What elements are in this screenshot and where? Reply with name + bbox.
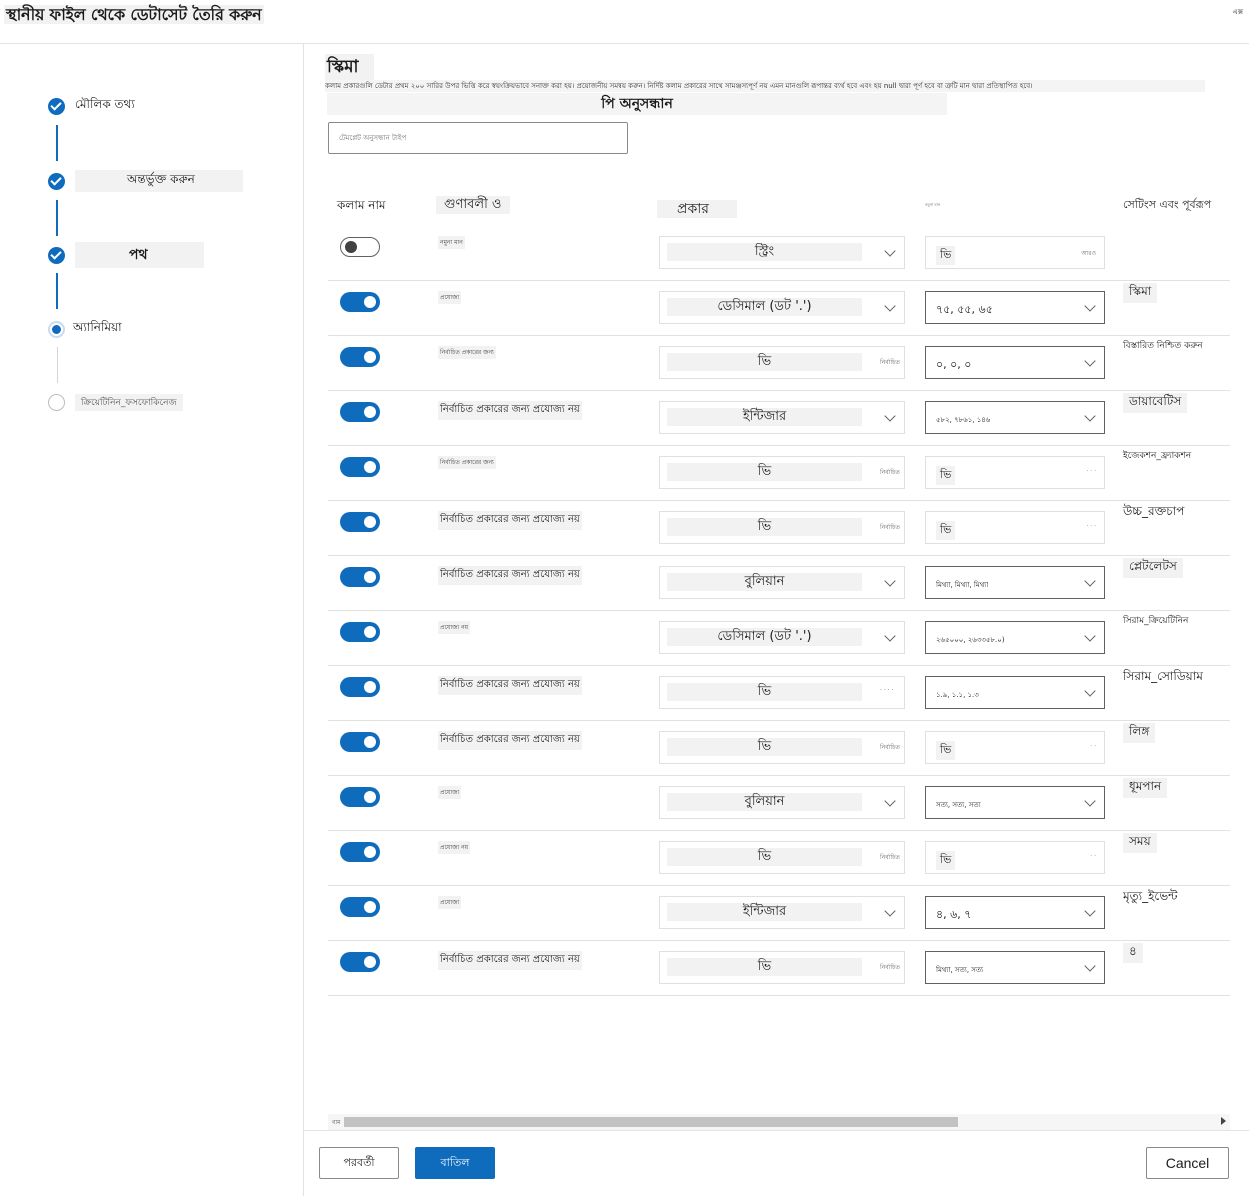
table-row (328, 391, 1230, 446)
chevron-down-icon (884, 245, 895, 256)
table-row (328, 446, 1230, 501)
check-circle-icon (48, 98, 65, 115)
settings-preview-text: লিঙ্গ (1123, 723, 1155, 743)
table-row (328, 556, 1230, 611)
sample-value-dropdown[interactable] (925, 676, 1105, 709)
sample-value-text: ১.৯, ১.১, ১.৩ (936, 691, 979, 699)
column-type-dropdown[interactable] (659, 621, 905, 654)
step-anaemia[interactable] (48, 318, 122, 340)
check-circle-icon (48, 173, 65, 190)
column-type-dropdown[interactable] (659, 401, 905, 434)
column-format-text: প্রযোজ্য নয় (438, 621, 470, 634)
column-type-dropdown[interactable] (659, 291, 905, 324)
include-column-toggle[interactable] (340, 842, 380, 862)
step-connector (57, 347, 58, 383)
table-row (328, 226, 1230, 281)
column-type-value: ডেসিমাল (ডট '.') (667, 298, 862, 316)
sample-value-text: ভি (936, 851, 955, 870)
type-hint-text: নির্বাচিত (880, 524, 900, 531)
column-format-text: প্রযোজ্য (438, 896, 461, 909)
chevron-down-icon (1084, 630, 1095, 641)
column-format-text: নমুনা মান (438, 236, 465, 249)
settings-preview-text: ডায়াবেটিস (1123, 393, 1187, 413)
column-header-name: কলাম নাম (337, 198, 386, 212)
sample-value-dropdown[interactable] (925, 896, 1105, 929)
sample-value-text: ০, ০, ০ (936, 358, 972, 371)
column-type-dropdown[interactable] (659, 896, 905, 929)
column-type-dropdown[interactable] (659, 236, 905, 269)
sample-value-dropdown[interactable] (925, 841, 1105, 874)
check-circle-icon (48, 247, 65, 264)
sample-value-dropdown[interactable] (925, 566, 1105, 599)
include-column-toggle[interactable] (340, 402, 380, 422)
column-format-text: প্রযোজ্য (438, 291, 461, 304)
settings-preview-text: উচ্চ_রক্তচাপ (1123, 504, 1185, 518)
table-row (328, 501, 1230, 556)
column-type-dropdown[interactable] (659, 951, 905, 984)
step-path[interactable] (48, 244, 204, 266)
sample-value-text: ভি (936, 521, 955, 540)
chevron-down-icon (884, 575, 895, 586)
settings-preview-text: স্কিমা (1123, 283, 1157, 303)
value-extra-text: · · (1090, 743, 1096, 750)
column-format-text: নির্বাচিত প্রকারের জন্য প্রযোজ্য নয় (438, 731, 582, 750)
horizontal-scrollbar[interactable] (328, 1114, 1230, 1130)
column-type-value: ডেসিমাল (ডট '.') (667, 628, 862, 646)
next-button[interactable]: বাতিল (415, 1147, 495, 1179)
settings-preview-text: সিরাম_ক্রিয়েটিনিন (1123, 616, 1189, 626)
column-type-value: ইন্টিজার (667, 903, 862, 921)
type-hint-text: নির্বাচিত (880, 854, 900, 861)
sample-value-dropdown[interactable] (925, 951, 1105, 984)
column-type-dropdown[interactable] (659, 566, 905, 599)
step-label: অ্যানিমিয়া (73, 320, 122, 334)
column-type-value: ভি (667, 958, 862, 976)
table-row (328, 941, 1230, 996)
column-format-text: প্রযোজ্য (438, 786, 461, 799)
column-format-text: প্রযোজ্য নয় (438, 841, 470, 854)
current-step-icon (48, 321, 65, 338)
type-hint-text: নির্বাচিত (880, 359, 900, 366)
column-type-value: বুলিয়ান (667, 793, 862, 811)
chevron-down-icon (884, 905, 895, 916)
settings-preview-text: ৪ (1123, 943, 1143, 963)
include-column-toggle[interactable] (340, 347, 380, 367)
column-type-value: ভি (667, 463, 862, 481)
include-column-toggle[interactable] (340, 237, 380, 257)
include-column-toggle[interactable] (340, 732, 380, 752)
cancel-button[interactable]: Cancel (1146, 1147, 1229, 1179)
sample-value-text: ভি (936, 246, 955, 265)
settings-preview-text: সিরাম_সোডিয়াম (1123, 669, 1203, 683)
column-type-value: স্ট্রিং (667, 243, 862, 261)
include-column-toggle[interactable] (340, 622, 380, 642)
table-row (328, 886, 1230, 941)
sample-value-dropdown[interactable] (925, 731, 1105, 764)
sidebar-divider (303, 44, 304, 1196)
chevron-down-icon (884, 795, 895, 806)
chevron-down-icon (1084, 355, 1095, 366)
settings-preview-text: মৃত্যু_ইভেন্ট (1123, 889, 1178, 903)
column-type-value: ইন্টিজার (667, 408, 862, 426)
sample-value-text: ২৬৫০০০, ২৬৩৩৫৮.০) (936, 636, 1005, 644)
footer-divider (304, 1130, 1249, 1131)
type-hint-text: · · · · (880, 687, 894, 694)
table-row (328, 776, 1230, 831)
schema-description: কলাম প্রকারগুলি ডেটার প্রথম ২০০ সারির উপর ভিত্তি করে স্বয়ংক্রিয়ভাবে সনাক্ত করা হয়। প্রয়োজনীয় সমন্বয় করুন। নির্দিষ্ট কলাম প্রকারের সাথে সামঞ্জস্যপূর্ণ নয় এমন মানগুলি রূপান্তর ব্যর্থ হবে এবং হয় null দ্বারা পূর্ণ হবে বা ত্রুটি মান দ্বারা প্রতিস্থাপিত হবে। (325, 80, 1205, 92)
step-connector (56, 125, 58, 161)
step-connector (56, 273, 58, 309)
column-type-dropdown[interactable] (659, 841, 905, 874)
step-label: পথ (75, 242, 204, 268)
sample-value-text: সত্য, সত্য, সত্য (936, 801, 981, 809)
include-column-toggle[interactable] (340, 292, 380, 312)
type-hint-text: নির্বাচিত (880, 744, 900, 751)
column-header-type: প্রকার (657, 200, 737, 218)
column-header-properties: গুণাবলী ও (436, 196, 510, 214)
chevron-down-icon (1084, 905, 1095, 916)
step-include[interactable] (48, 170, 243, 192)
chevron-down-icon (884, 300, 895, 311)
include-column-toggle[interactable] (340, 512, 380, 532)
column-format-text: নির্বাচিত প্রকারের জন্য (438, 456, 496, 469)
type-hint-text: নির্বাচিত (880, 964, 900, 971)
chevron-down-icon (1084, 960, 1095, 971)
sample-value-dropdown[interactable] (925, 401, 1105, 434)
column-type-value: ভি (667, 353, 862, 371)
search-input[interactable] (328, 122, 628, 154)
step-label: মৌলিক তথ্য (75, 97, 135, 111)
column-header-values: নমুনা মান (925, 202, 941, 207)
close-button[interactable]: এক্স (1232, 8, 1243, 16)
sample-value-text: ভি (936, 466, 955, 485)
include-column-toggle[interactable] (340, 897, 380, 917)
column-format-text: নির্বাচিত প্রকারের জন্য প্রযোজ্য নয় (438, 401, 582, 420)
include-column-toggle[interactable] (340, 567, 380, 587)
column-type-value: ভি (667, 848, 862, 866)
column-format-text: নির্বাচিত প্রকারের জন্য প্রযোজ্য নয় (438, 566, 582, 585)
column-type-value: ভি (667, 738, 862, 756)
include-column-toggle[interactable] (340, 787, 380, 807)
back-button[interactable]: পরবর্তী (319, 1147, 399, 1179)
column-format-text: নির্বাচিত প্রকারের জন্য প্রযোজ্য নয় (438, 511, 582, 530)
step-label: ক্রিয়েটিনিন_ফসফোকিনেজ (75, 394, 183, 411)
step-creatinine[interactable] (48, 391, 183, 413)
table-row (328, 666, 1230, 721)
step-basic-info[interactable] (48, 95, 135, 117)
settings-preview-text: ইজেকশন_ফ্র্যাকশন (1123, 451, 1192, 461)
column-type-dropdown[interactable] (659, 456, 905, 489)
sample-value-dropdown[interactable] (925, 511, 1105, 544)
include-column-toggle[interactable] (340, 457, 380, 477)
section-title: স্কিমা (325, 54, 374, 82)
sample-value-dropdown[interactable] (925, 291, 1105, 324)
value-extra-text: · · · (1086, 468, 1096, 475)
header-divider (0, 43, 1249, 44)
sample-value-text: ৪, ৬, ৭ (936, 908, 972, 921)
chevron-down-icon (1084, 795, 1095, 806)
sample-value-dropdown[interactable] (925, 786, 1105, 819)
chevron-down-icon (884, 410, 895, 421)
chevron-down-icon (1084, 300, 1095, 311)
sample-value-dropdown[interactable] (925, 621, 1105, 654)
sample-value-text: ৭৫, ৫৫, ৬৫ (936, 303, 993, 316)
sample-value-dropdown[interactable] (925, 456, 1105, 489)
type-hint-text: নির্বাচিত (880, 469, 900, 476)
search-label: পি অনুসন্ধান (327, 93, 947, 115)
table-row (328, 831, 1230, 886)
table-row (328, 611, 1230, 666)
scroll-right-icon[interactable] (1221, 1117, 1226, 1125)
sample-value-dropdown[interactable] (925, 236, 1105, 269)
table-row (328, 281, 1230, 336)
column-type-dropdown[interactable] (659, 731, 905, 764)
column-format-text: নির্বাচিত প্রকারের জন্য প্রযোজ্য নয় (438, 951, 582, 970)
sample-value-text: মিথ্যা, সত্য, সত্য (936, 966, 984, 974)
sample-value-text: ৫৮২, ৭৮৬১, ১৪৬ (936, 416, 991, 424)
settings-preview-text: ধূমপান (1123, 778, 1167, 798)
dialog-title: স্থানীয় ফাইল থেকে ডেটাসেট তৈরি করুন (6, 5, 262, 24)
column-header-settings: সেটিংস এবং পূর্বরূপ (1123, 198, 1212, 211)
column-type-dropdown[interactable] (659, 676, 905, 709)
step-label: অন্তর্ভুক্ত করুন (75, 170, 243, 192)
include-column-toggle[interactable] (340, 952, 380, 972)
empty-circle-icon (48, 394, 65, 411)
step-connector (56, 200, 58, 236)
chevron-down-icon (1084, 575, 1095, 586)
chevron-down-icon (1084, 685, 1095, 696)
column-type-value: ভি (667, 683, 862, 701)
sample-value-text: মিথ্যা, মিথ্যা, মিথ্যা (936, 581, 989, 589)
column-format-text: নির্বাচিত প্রকারের জন্য (438, 346, 496, 359)
value-extra-text: আরও (1081, 250, 1096, 257)
table-row (328, 336, 1230, 391)
value-extra-text: · · (1090, 853, 1096, 860)
include-column-toggle[interactable] (340, 677, 380, 697)
column-type-dropdown[interactable] (659, 346, 905, 379)
chevron-down-icon (1084, 410, 1095, 421)
column-type-dropdown[interactable] (659, 786, 905, 819)
chevron-down-icon (884, 630, 895, 641)
column-type-value: বুলিয়ান (667, 573, 862, 591)
settings-preview-text: বিস্তারিত নিশ্চিত করুন (1123, 341, 1203, 351)
value-extra-text: · · · (1086, 523, 1096, 530)
settings-preview-text: প্লেটলেটস (1123, 558, 1183, 578)
sample-value-dropdown[interactable] (925, 346, 1105, 379)
scroll-left-icon[interactable]: বাম (332, 1119, 341, 1126)
column-format-text: নির্বাচিত প্রকারের জন্য প্রযোজ্য নয় (438, 676, 582, 695)
sample-value-text: ভি (936, 741, 955, 760)
column-type-dropdown[interactable] (659, 511, 905, 544)
column-type-value: ভি (667, 518, 862, 536)
scrollbar-thumb[interactable] (344, 1117, 958, 1127)
table-row (328, 721, 1230, 776)
settings-preview-text: সময় (1123, 833, 1157, 853)
